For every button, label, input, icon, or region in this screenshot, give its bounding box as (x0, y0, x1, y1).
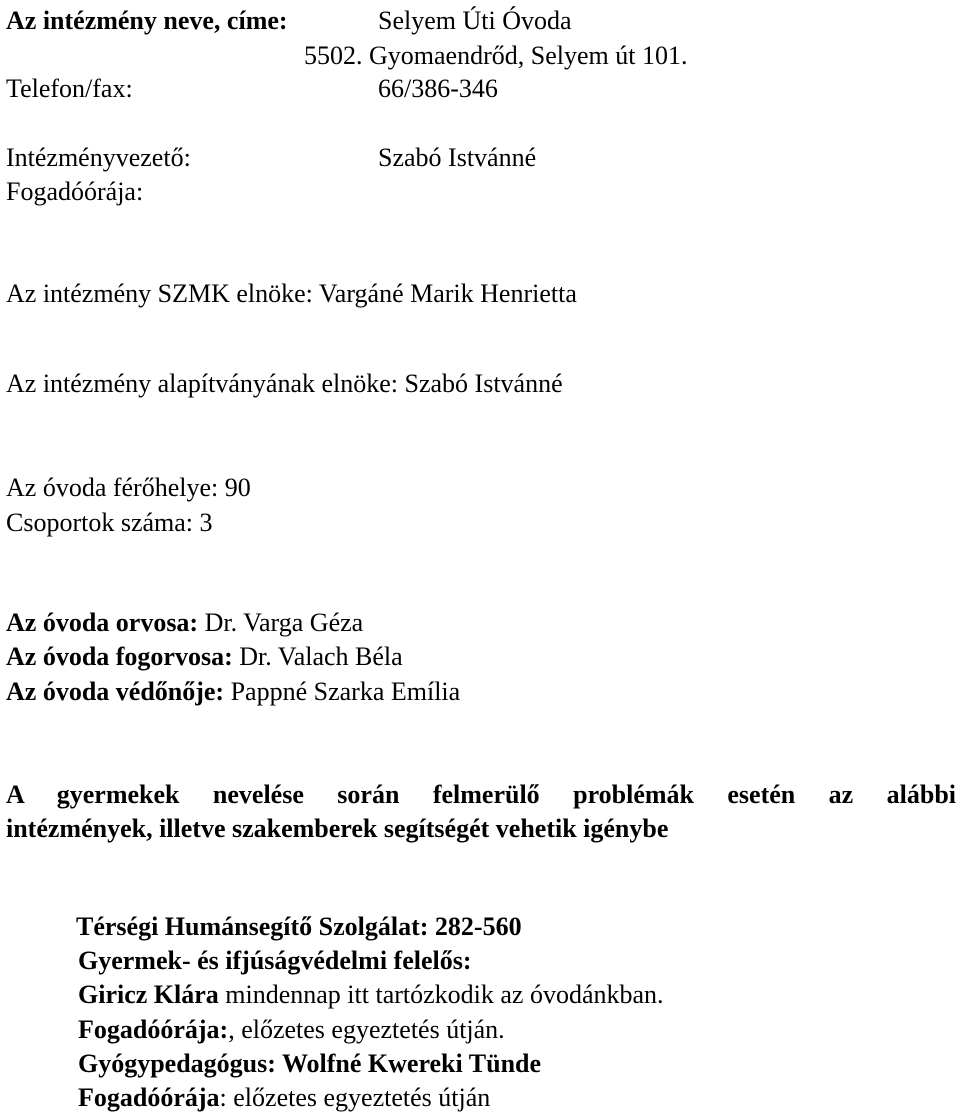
phone-label: Telefon/fax: (6, 74, 133, 103)
doctor-value: Dr. Varga Géza (204, 608, 364, 637)
head-label: Intézményvezető: (6, 143, 191, 172)
capacity-places-label: Az óvoda férőhelye: (6, 473, 219, 502)
nurse-line (6, 677, 460, 707)
szmk-president: Az intézmény SZMK elnöke: Vargáné Marik Henrietta (6, 279, 577, 308)
child-protection-name: Giricz Klára (78, 980, 219, 1009)
capacity-groups-value: 3 (199, 508, 213, 537)
capacity-places-value: 90 (224, 473, 251, 502)
head-value: Szabó Istvánné (378, 143, 537, 172)
special-ed-hours-value: : előzetes egyeztetés útján (219, 1083, 491, 1112)
child-protection-hours-label: Fogadóórája: (78, 1015, 229, 1044)
notice-line-1: A gyermekek nevelése során felmerülő problémák esetén az alábbi (6, 780, 956, 809)
special-ed-hours (78, 1083, 490, 1113)
institution-name-value: Selyem Úti Óvoda (378, 6, 572, 35)
child-protection-label: Gyermek- és ifjúságvédelmi felelős: (78, 946, 472, 975)
doctor-label: Az óvoda orvosa: (6, 608, 199, 637)
capacity-places (6, 473, 251, 503)
office-hours-label: Fogadóórája: (6, 177, 144, 206)
special-ed-teacher: Gyógypedagógus: Wolfné Kwereki Tünde (78, 1049, 542, 1078)
capacity-groups (6, 508, 213, 538)
child-protection-line (78, 980, 664, 1010)
institution-address-value: 5502. Gyomaendrőd, Selyem út 101. (304, 41, 688, 70)
child-protection-note: mindennap itt tartózkodik az óvodánkban. (225, 980, 664, 1009)
dentist-value: Dr. Valach Béla (239, 642, 403, 671)
doctor-line (6, 608, 363, 638)
dentist-line (6, 642, 403, 672)
nurse-value: Pappné Szarka Emília (230, 677, 461, 706)
notice-paragraph (6, 778, 956, 846)
notice-line-2: intézmények, illetve szakemberek segítségét vehetik igénybe (6, 814, 669, 843)
capacity-groups-label: Csoportok száma: (6, 508, 194, 537)
child-protection-hours (78, 1015, 505, 1045)
nurse-label: Az óvoda védőnője: (6, 677, 225, 706)
phone-value: 66/386-346 (378, 74, 498, 103)
foundation-president: Az intézmény alapítványának elnöke: Szabó Istvánné (6, 369, 563, 398)
child-protection-hours-value: , előzetes egyeztetés útján. (228, 1015, 505, 1044)
special-ed-hours-label: Fogadóórája (78, 1083, 220, 1112)
institution-name-label: Az intézmény neve, címe: (6, 6, 288, 35)
dentist-label: Az óvoda fogorvosa: (6, 642, 233, 671)
humanitarian-service: Térségi Humánsegítő Szolgálat: 282-560 (76, 912, 522, 941)
